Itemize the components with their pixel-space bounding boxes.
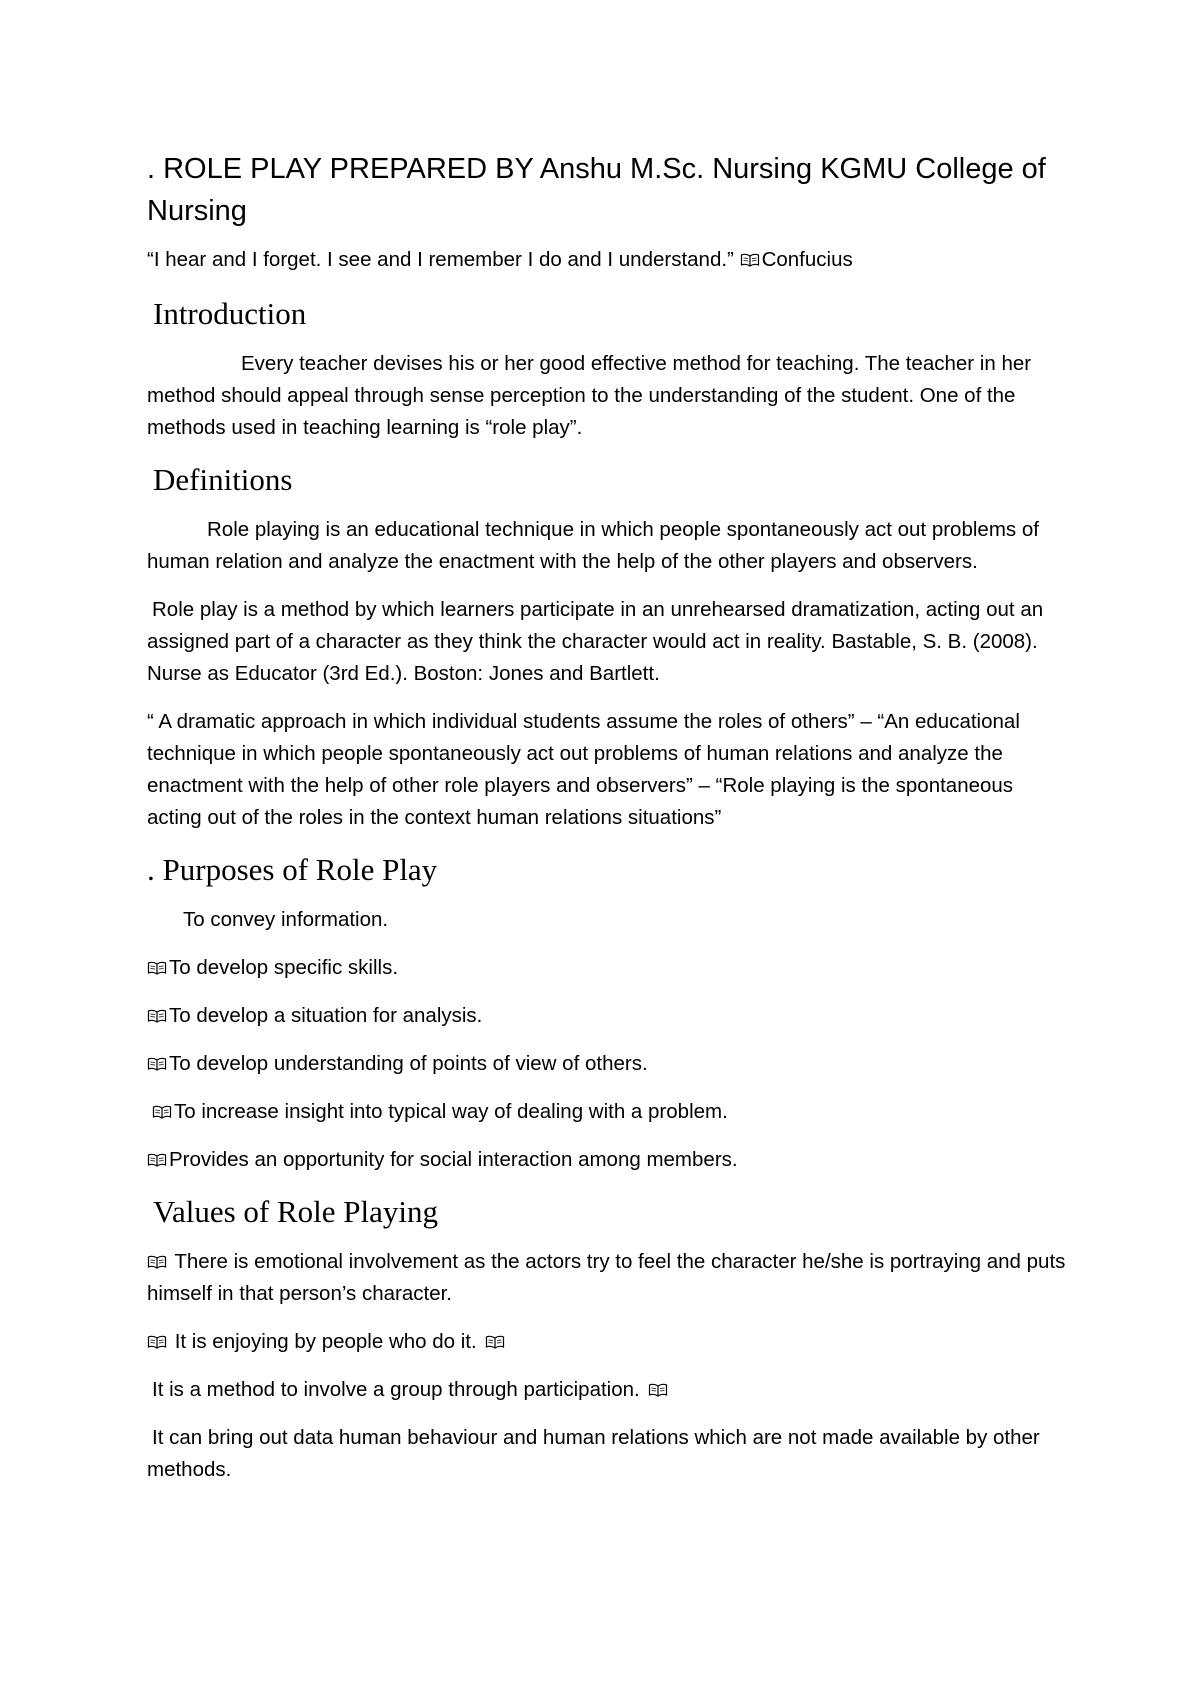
definition-paragraph-3: “ A dramatic approach in which individual students assume the roles of others” – “An educational technique in which people spontaneously act out problems of human relations and analyze the enactment with the help of other role players and observers” – “Role playing is the spontaneous acting out of the roles in the context human relations situations” — [147, 710, 1020, 829]
section-heading-values: Values of Role Playing — [153, 1194, 438, 1229]
value-item-1 — [147, 1246, 1067, 1310]
quote-author: Confucius — [761, 248, 853, 271]
open-book-icon — [147, 1152, 167, 1168]
purpose-item-4 — [147, 1048, 1067, 1080]
value-item-2 — [147, 1326, 1067, 1358]
purpose-item-6 — [147, 1144, 1067, 1176]
section-heading-purposes: . Purposes of Role Play — [147, 852, 438, 887]
purpose-item-3 — [147, 1000, 1067, 1032]
purpose-item-text: To develop understanding of points of view of others. — [169, 1052, 648, 1075]
definition-paragraph-1: Role playing is an educational technique in which people spontaneously act out problems of human relation and analyze the enactment with the help of the other players and observers. — [147, 518, 1039, 573]
purpose-item-5 — [147, 1096, 1067, 1128]
open-book-icon — [648, 1382, 668, 1398]
purpose-item-text: To develop a situation for analysis. — [169, 1004, 483, 1027]
value-item-3 — [147, 1374, 1067, 1406]
purpose-item-text: To increase insight into typical way of dealing with a problem. — [174, 1100, 728, 1123]
open-book-icon — [485, 1334, 505, 1350]
section-heading-definitions: Definitions — [153, 462, 293, 497]
purpose-item-2 — [147, 952, 1067, 984]
introduction-paragraph: Every teacher devises his or her good effective method for teaching. The teacher in her method should appeal through sense perception to the understanding of the student. One of the methods used in teaching learning is “role play”. — [147, 352, 1032, 439]
open-book-icon — [147, 960, 167, 976]
open-book-icon — [147, 1056, 167, 1072]
open-book-icon — [152, 1104, 172, 1120]
value-item-4: It can bring out data human behaviour and human relations which are not made available by other methods. — [147, 1426, 1040, 1481]
value-item-text: It is enjoying by people who do it. — [174, 1330, 477, 1353]
value-item-text: There is emotional involvement as the actors try to feel the character he/she is portraying and puts himself in that person’s character. — [147, 1250, 1066, 1305]
value-item-text: It is a method to involve a group through participation. — [152, 1378, 640, 1401]
purpose-item-text: To develop specific skills. — [169, 956, 399, 979]
open-book-icon — [740, 252, 760, 268]
purpose-item-text: Provides an opportunity for social interaction among members. — [169, 1148, 738, 1171]
section-heading-introduction: Introduction — [153, 296, 307, 331]
document-title: . ROLE PLAY PREPARED BY Anshu M.Sc. Nursing KGMU College of Nursing — [147, 153, 1046, 227]
epigraph-quote — [147, 244, 1067, 276]
open-book-icon — [147, 1008, 167, 1024]
document-body — [147, 148, 1067, 1502]
definition-paragraph-2: Role play is a method by which learners participate in an unrehearsed dramatization, acting out an assigned part of a character as they think the character would act in reality. Bastable, S. B. (2008). Nurse as Educator (3rd Ed.). Boston: Jones and Bartlett. — [147, 598, 1044, 685]
open-book-icon — [147, 1254, 167, 1270]
quote-text: “I hear and I forget. I see and I remember I do and I understand.” — [147, 248, 734, 271]
open-book-icon — [147, 1334, 167, 1350]
purpose-item-1: To convey information. — [183, 908, 389, 931]
